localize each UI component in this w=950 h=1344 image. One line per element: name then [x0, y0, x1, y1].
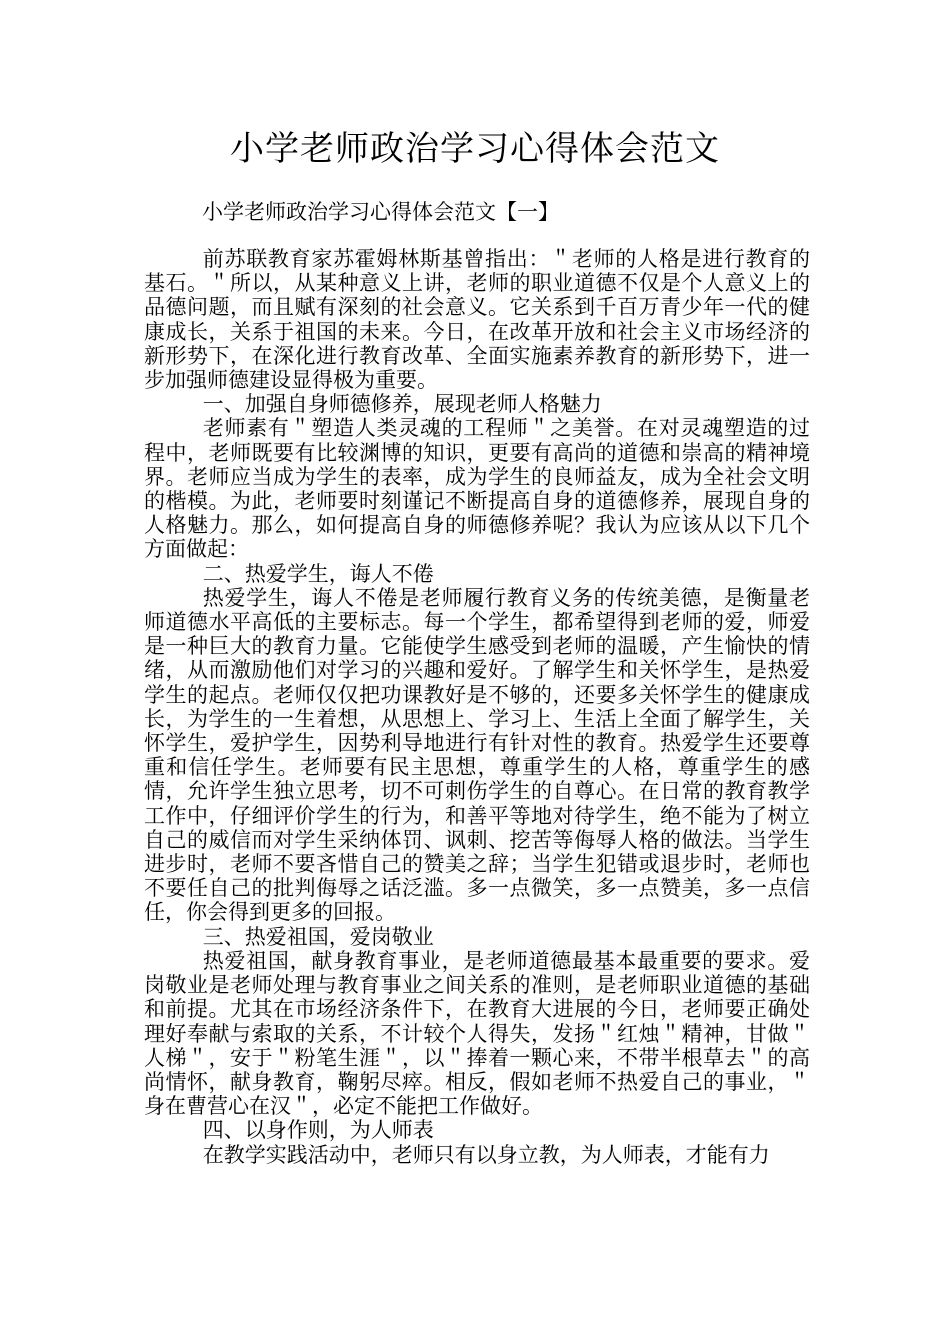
paragraph-4: 在教学实践活动中，老师只有以身立教，为人师表，才能有力	[202, 1142, 770, 1167]
paragraph-1: 老师素有＂塑造人类灵魂的工程师＂之美誉。在对灵魂塑造的过程中，老师既要有比较渊博的知识，更要有高尚的道德和崇高的精神境界。老师应当成为学生的表率，成为学生的良师益友，成为全社会文明的楷模。为此，老师要时刻谨记不断提高自身的道德修养，展现自身的人格魅力。那么，如何提高自身的师德修养呢？我认为应该从以下几个方面做起：	[144, 416, 810, 562]
section-heading-4: 四、以身作则，为人师表	[202, 1118, 434, 1143]
document-title: 小学老师政治学习心得体会范文	[230, 129, 720, 169]
section-heading-1: 一、加强自身师德修养，展现老师人格魅力	[202, 392, 602, 417]
section-heading-3: 三、热爱祖国，爱岗敬业	[202, 924, 434, 949]
document-body	[144, 247, 810, 1167]
paragraph-3: 热爱祖国，献身教育事业，是老师道德最基本最重要的要求。爱岗敬业是老师处理与教育事业之间关系的准则，是老师职业道德的基础和前提。尤其在市场经济条件下，在教育大进展的今日，老师要正确处理好奉献与索取的关系，不计较个人得失，发扬＂红烛＂精神，甘做＂人梯＂，安于＂粉笔生涯＂，以＂捧着一颗心来，不带半根草去＂的高尚情怀，献身教育，鞠躬尽瘁。相反，假如老师不热爱自己的事业，＂身在曹营心在汉＂，必定不能把工作做好。	[144, 948, 810, 1119]
section-heading-2: 二、热爱学生，诲人不倦	[202, 561, 434, 586]
paragraph-intro: 前苏联教育家苏霍姆林斯基曾指出：＂老师的人格是进行教育的基石。＂所以，从某种意义上讲，老师的职业道德不仅是个人意义上的品德问题，而且赋有深刻的社会意义。它关系到千百万青少年一代的健康成长，关系于祖国的未来。今日，在改革开放和社会主义市场经济的新形势下，在深化进行教育改革、全面实施素养教育的新形势下，进一步加强师德建设显得极为重要。	[144, 247, 810, 393]
paragraph-2: 热爱学生，诲人不倦是老师履行教育义务的传统美德，是衡量老师道德水平高低的主要标志。每一个学生，都希望得到老师的爱，师爱是一种巨大的教育力量。它能使学生感受到老师的温暖，产生愉快的情绪，从而激励他们对学习的兴趣和爱好。了解学生和关怀学生，是热爱学生的起点。老师仅仅把功课教好是不够的，还要多关怀学生的健康成长，为学生的一生着想，从思想上、学习上、生活上全面了解学生，关怀学生，爱护学生，因势利导地进行有针对性的教育。热爱学生还要尊重和信任学生。老师要有民主思想，尊重学生的人格，尊重学生的感情，允许学生独立思考，切不可刺伤学生的自尊心。在日常的教育教学工作中，仔细评价学生的行为，和善平等地对待学生，绝不能为了树立自己的威信而对学生采纳体罚、讽刺、挖苦等侮辱人格的做法。当学生进步时，老师不要吝惜自己的赞美之辞；当学生犯错或退步时，老师也不要任自己的批判侮辱之话泛滥。多一点微笑，多一点赞美，多一点信任，你会得到更多的回报。	[144, 585, 810, 925]
section-subtitle: 小学老师政治学习心得体会范文【一】	[202, 200, 559, 224]
